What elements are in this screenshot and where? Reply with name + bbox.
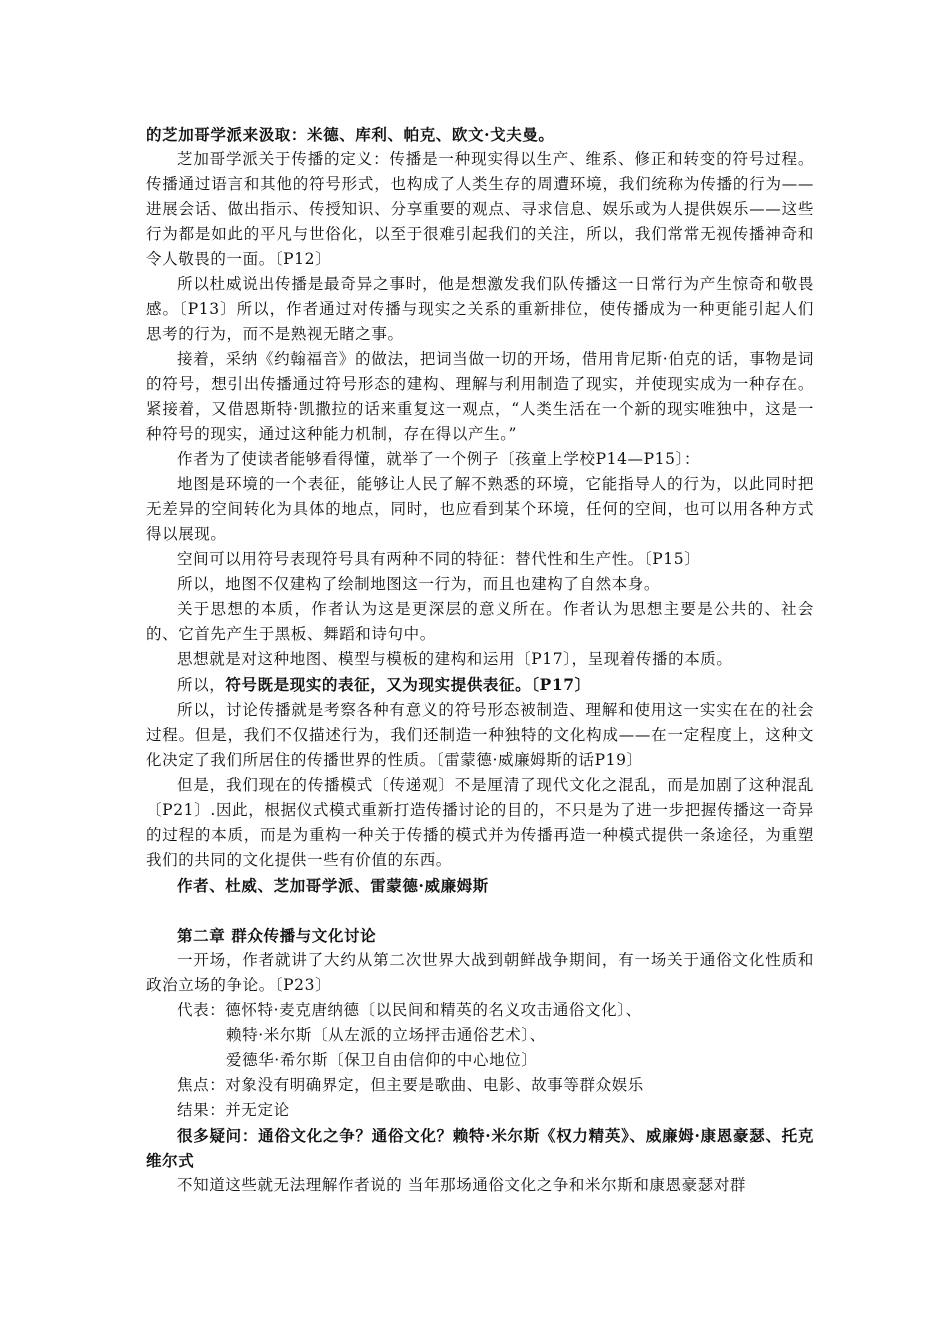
chapter-heading: 第二章 群众传播与文化讨论	[177, 926, 377, 945]
document-page	[146, 122, 814, 1198]
paragraph: 所以，地图不仅建构了绘制地图这一行为，而且也建构了自然本身。	[177, 575, 661, 593]
paragraph: 关于思想的本质，作者认为这是更深层的意义所在。作者认为思想主要是公共的、社会的、它首先产生于黑板、舞蹈和诗句中。	[146, 600, 814, 643]
paragraph: 所以，讨论传播就是考察各种有意义的符号形态被制造、理解和使用这一实实在在的社会过程。但是，我们不仅描述行为，我们还制造一种独特的文化构成——在一定程度上，这种文化决定了我们所居住的传播世界的性质。〔雷蒙德·威廉姆斯的话P19〕	[146, 701, 814, 769]
paragraph: 但是，我们现在的传播模式〔传递观〕不是厘清了现代文化之混乱，而是加剧了这种混乱〔P21〕.因此，根据仪式模式重新打造传播讨论的目的，不只是为了进一步把握传播这一奇异的过程的本质，而是为重构一种关于传播的模式并为传播再造一种模式提供一条途径，为重塑我们的共同的文化提供一些有价值的东西。	[146, 776, 814, 869]
paragraph: 地图是环境的一个表征，能够让人民了解不熟悉的环境，它能指导人的行为，以此同时把无差异的空间转化为具体的地点，同时，也应看到某个环境，任何的空间，也可以用各种方式得以展现。	[146, 475, 814, 543]
paragraph: 思想就是对这种地图、模型与模板的建构和运用〔P17〕，呈现着传播的本质。	[177, 650, 733, 668]
paragraph: 所以杜威说出传播是最奇异之事时，他是想激发我们队传播这一日常行为产生惊奇和敬畏感。〔P13〕所以，作者通过对传播与现实之关系的重新排位，使传播成为一种更能引起人们思考的行为，而不是熟视无睹之事。	[146, 275, 814, 343]
paragraph: 焦点：对象没有明确界定，但主要是歌曲、电影、故事等群众娱乐	[177, 1076, 644, 1094]
paragraph: 一开场，作者就讲了大约从第二次世界大战到朝鲜战争期间，有一场关于通俗文化性质和政治立场的争论。〔P23〕	[146, 951, 814, 994]
paragraph-lead: 所以，	[177, 676, 226, 694]
paragraph: 结果：并无定论	[177, 1101, 290, 1119]
paragraph: 不知道这些就无法理解作者说的 当年那场通俗文化之争和米尔斯和康恩豪瑟对群	[177, 1176, 747, 1194]
paragraph: 空间可以用符号表现符号具有两种不同的特征：替代性和生产性。〔P15〕	[177, 550, 701, 568]
summary-line: 作者、杜威、芝加哥学派、雷蒙德·威廉姆斯	[177, 876, 489, 895]
paragraph: 代表：德怀特·麦克唐纳德〔以民间和精英的名义攻击通俗文化〕、	[177, 1001, 642, 1019]
bold-statement: 符号既是现实的表征，又为现实提供表征。〔P17〕	[225, 675, 591, 694]
paragraph: 作者为了使读者能够看得懂，就举了一个例子〔孩童上学校P14—P15〕：	[177, 450, 701, 468]
blank-line	[146, 898, 814, 923]
paragraph	[146, 672, 814, 698]
paragraph: 接着，采纳《约翰福音》的做法，把词当做一切的开场，借用肯尼斯·伯克的话，事物是词的符号，想引出传播通过符号形态的建构、理解与利用制造了现实，并使现实成为一种存在。紧接着，又借恩斯特·凯撒拉的话来重复这一观点，“人类生活在一个新的现实唯独中，这是一种符号的现实，通过这种能力机制，存在得以产生。”	[146, 350, 814, 443]
paragraph: 芝加哥学派关于传播的定义：传播是一种现实得以生产、维系、修正和转变的符号过程。传播通过语言和其他的符号形式，也构成了人类生存的周遭环境，我们统称为传播的行为——进展会话、做出指示、传授知识、分享重要的观点、寻求信息、娱乐或为人提供娱乐——这些行为都是如此的平凡与世俗化，以至于很难引起我们的关注，所以，我们常常无视传播神奇和令人敬畏的一面。〔P12〕	[146, 150, 814, 268]
question-line: 很多疑问：通俗文化之争？通俗文化？赖特·米尔斯《权力精英》、威廉姆·康恩豪瑟、托克维尔式	[146, 1126, 814, 1170]
paragraph: 的芝加哥学派来汲取：米德、库利、帕克、欧文·戈夫曼。	[146, 125, 555, 144]
paragraph: 爱德华·希尔斯〔保卫自由信仰的中心地位〕	[226, 1051, 538, 1069]
paragraph: 赖特·米尔斯〔从左派的立场抨击通俗艺术〕、	[226, 1026, 546, 1044]
